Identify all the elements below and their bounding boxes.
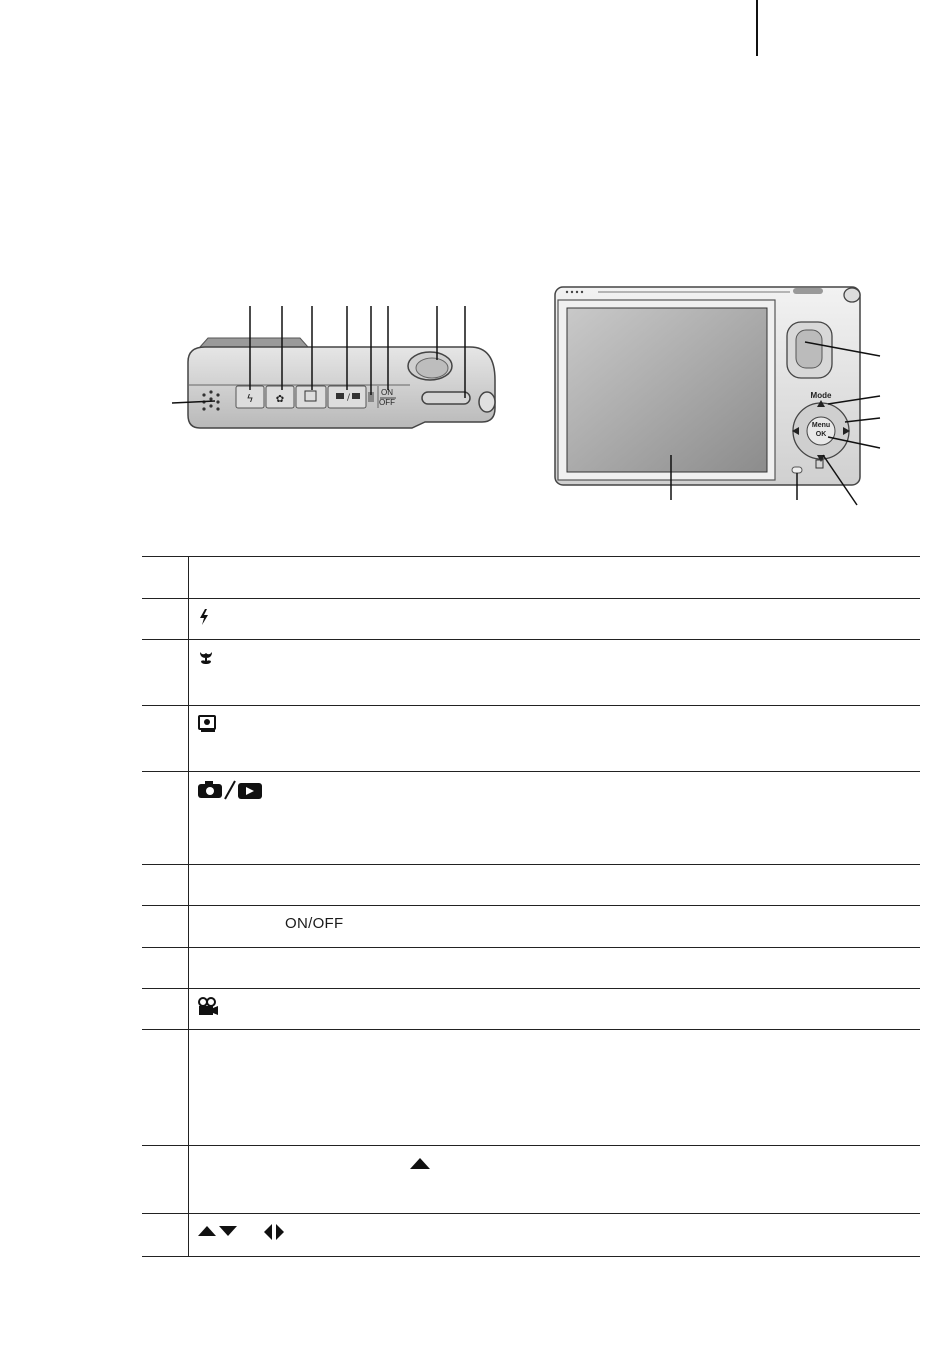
table-row [142,706,920,772]
mode-label: Mode [810,391,832,400]
switch-on-label: ON [381,388,393,397]
table-row [142,772,920,865]
svg-text:✿: ✿ [275,394,285,405]
table-row [142,989,920,1030]
table-row [142,640,920,706]
table-row [142,557,920,599]
on-off-label: ON/OFF [285,915,344,932]
live-playback-icon [197,780,263,800]
table-row [142,906,920,948]
design-gallery-icon [197,714,219,734]
table-row [142,865,920,906]
table-row [142,1030,920,1146]
video-camera-icon [197,997,219,1017]
menu-label: Menu [811,422,831,429]
ok-label: OK [815,431,827,438]
macro-flower-icon [197,649,215,667]
switch-off-label: OFF [379,398,395,407]
camera-top-view [188,338,495,428]
camera-figure [0,0,950,540]
table-row [142,1146,920,1214]
table-row [142,948,920,989]
table-row [142,599,920,640]
flash-icon [197,608,211,626]
arrow-keys-icon [197,1223,293,1241]
svg-text:/: / [347,393,351,403]
table-row [142,1214,920,1257]
camera-back-view [555,287,860,485]
parts-table [142,556,920,1257]
svg-text:ϟ: ϟ [246,392,254,405]
arrow-up-icon [409,1157,431,1171]
